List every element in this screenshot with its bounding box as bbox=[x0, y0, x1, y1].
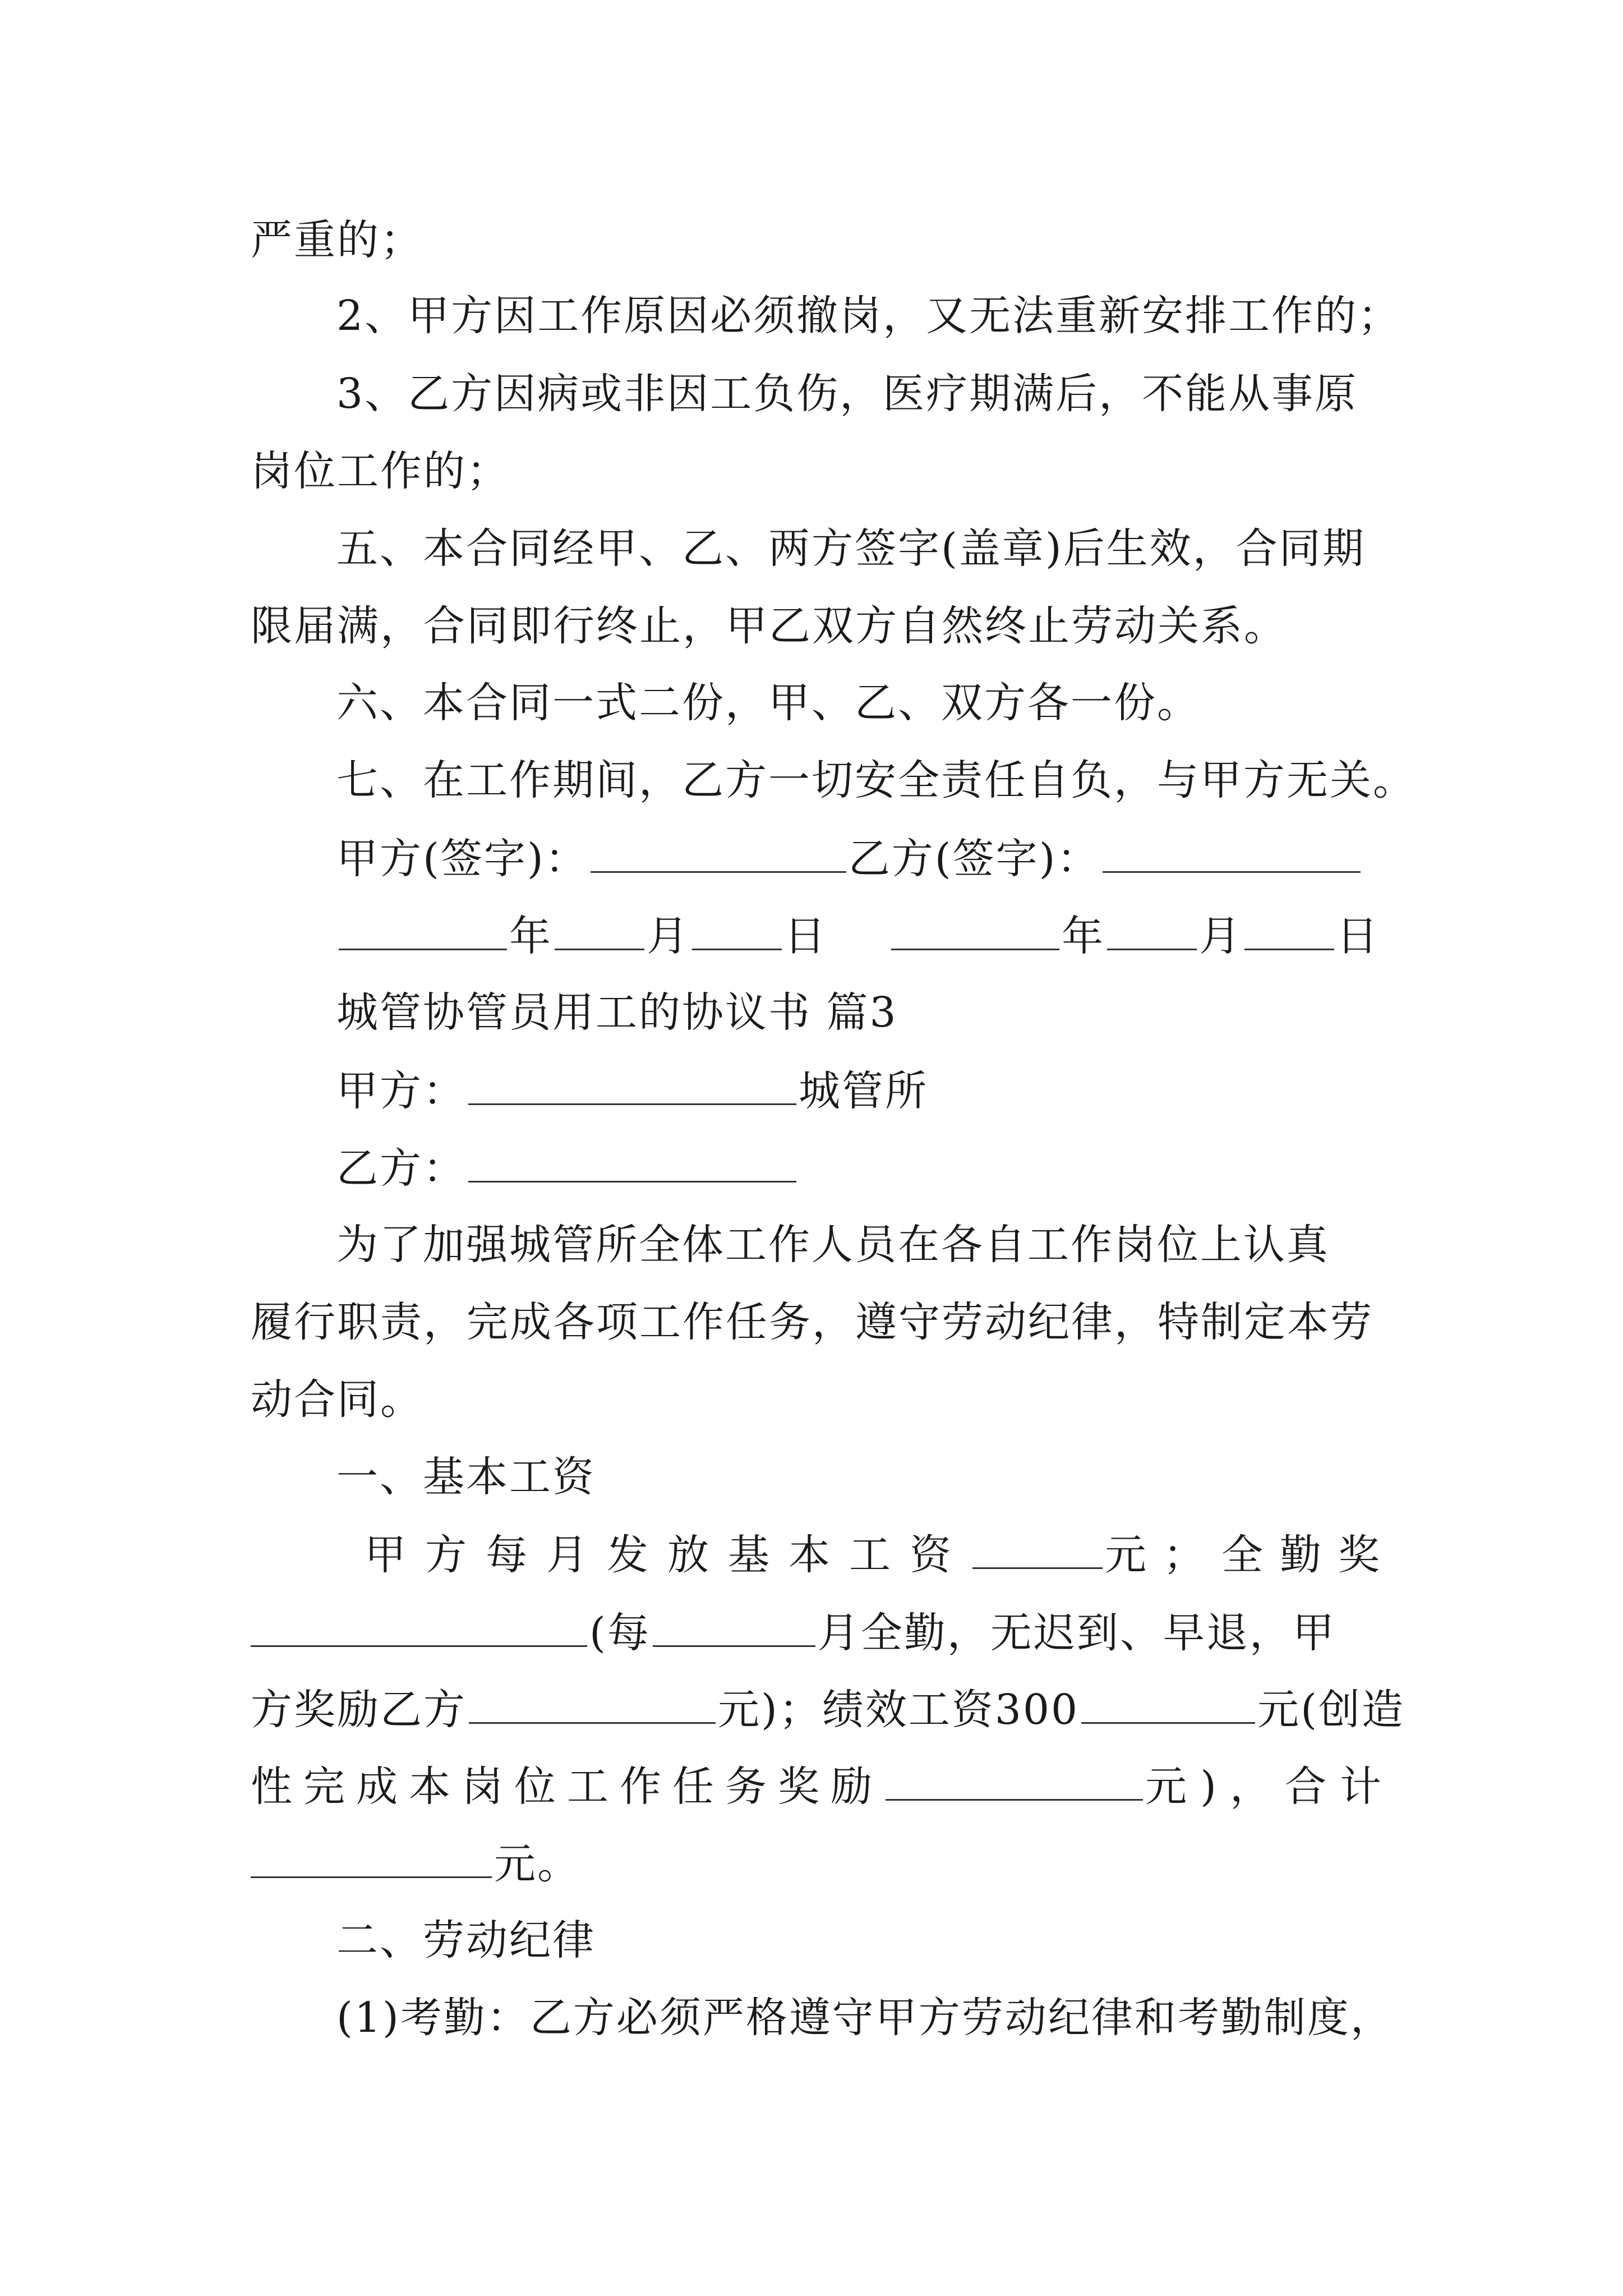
wage-line bbox=[251, 1835, 1395, 1891]
text-line: 限届满，合同即行终止，甲乙双方自然终止劳动关系。 bbox=[251, 602, 1287, 650]
party-a-signature-label: 甲方(签字)： bbox=[336, 835, 588, 883]
wage-text: 元)；绩效工资300 bbox=[718, 1686, 1080, 1734]
text-line: 履行职责，完成各项工作任务，遵守劳动纪律，特制定本劳 bbox=[251, 1298, 1373, 1346]
day-label: 日 bbox=[1336, 912, 1380, 960]
month-count-blank bbox=[653, 1604, 815, 1647]
text-line: 2、甲方因工作原因必须撤岗，又无法重新安排工作的； bbox=[336, 292, 1401, 340]
wage-line bbox=[251, 1681, 1405, 1737]
party-b-signature-label: 乙方(签字)： bbox=[848, 835, 1100, 883]
party-a-line bbox=[336, 1062, 1396, 1118]
total-blank bbox=[251, 1835, 492, 1878]
signature-line bbox=[336, 830, 1396, 886]
party-b-line bbox=[336, 1139, 1396, 1195]
party-a-signature-blank bbox=[591, 830, 846, 873]
attendance-bonus-blank bbox=[251, 1604, 587, 1647]
year-blank bbox=[339, 907, 507, 950]
wage-text: 性完成本岗位工作任务奖励 bbox=[251, 1763, 883, 1811]
wage-text: 甲方每月发放基本工资 bbox=[365, 1531, 970, 1579]
day-label: 日 bbox=[784, 912, 827, 960]
date-line bbox=[336, 907, 1396, 963]
year-blank bbox=[891, 907, 1059, 950]
party-b-label: 乙方： bbox=[336, 1144, 466, 1193]
wage-text: 元。 bbox=[494, 1840, 580, 1888]
year-label: 年 bbox=[1062, 912, 1105, 960]
text-line: 七、在工作期间，乙方一切安全责任自负，与甲方无关。 bbox=[336, 756, 1416, 804]
section-heading: 二、劳动纪律 bbox=[336, 1916, 596, 1964]
party-a-suffix: 城管所 bbox=[799, 1067, 928, 1115]
text-line: (1)考勤：乙方必须严格遵守甲方劳动纪律和考勤制度， bbox=[336, 1994, 1394, 2042]
month-blank bbox=[555, 907, 644, 950]
text-line: 动合同。 bbox=[251, 1375, 423, 1424]
text-line: 六、本合同一式二份，甲、乙、双方各一份。 bbox=[336, 679, 1200, 727]
wage-text: 月全勤，无迟到、早退，甲 bbox=[817, 1609, 1336, 1657]
section-heading: 城管协管员用工的协议书 篇3 bbox=[336, 988, 898, 1037]
text-line: 3、乙方因病或非因工负伤，医疗期满后，不能从事原 bbox=[336, 370, 1358, 418]
text-line: 为了加强城管所全体工作人员在各自工作岗位上认真 bbox=[336, 1221, 1330, 1269]
wage-line bbox=[251, 1604, 1395, 1660]
wage-line bbox=[365, 1526, 1396, 1582]
text-line: 五、本合同经甲、乙、两方签字(盖章)后生效，合同期 bbox=[336, 524, 1366, 573]
wage-text: 元)，合计 bbox=[1145, 1763, 1395, 1811]
performance-blank bbox=[1081, 1681, 1255, 1724]
wage-line bbox=[251, 1757, 1395, 1814]
month-label: 月 bbox=[647, 912, 690, 960]
party-b-signature-blank bbox=[1103, 830, 1361, 873]
reward-blank bbox=[469, 1681, 716, 1724]
party-a-label: 甲方： bbox=[336, 1067, 466, 1115]
text-line: 岗位工作的； bbox=[251, 447, 510, 495]
wage-text: 元；全勤奖 bbox=[1105, 1531, 1396, 1579]
section-heading: 一、基本工资 bbox=[336, 1453, 596, 1501]
task-reward-blank bbox=[886, 1757, 1143, 1801]
party-b-blank bbox=[468, 1139, 796, 1182]
day-blank bbox=[692, 907, 782, 950]
wage-text: 方奖励乙方 bbox=[251, 1686, 467, 1734]
wage-text: (每 bbox=[589, 1609, 651, 1657]
year-label: 年 bbox=[509, 912, 552, 960]
wage-text: 元(创造 bbox=[1257, 1686, 1405, 1734]
party-a-blank bbox=[468, 1062, 796, 1105]
month-blank bbox=[1107, 907, 1197, 950]
base-salary-blank bbox=[972, 1526, 1103, 1569]
day-blank bbox=[1244, 907, 1334, 950]
month-label: 月 bbox=[1199, 912, 1242, 960]
text-line: 严重的； bbox=[251, 216, 423, 264]
